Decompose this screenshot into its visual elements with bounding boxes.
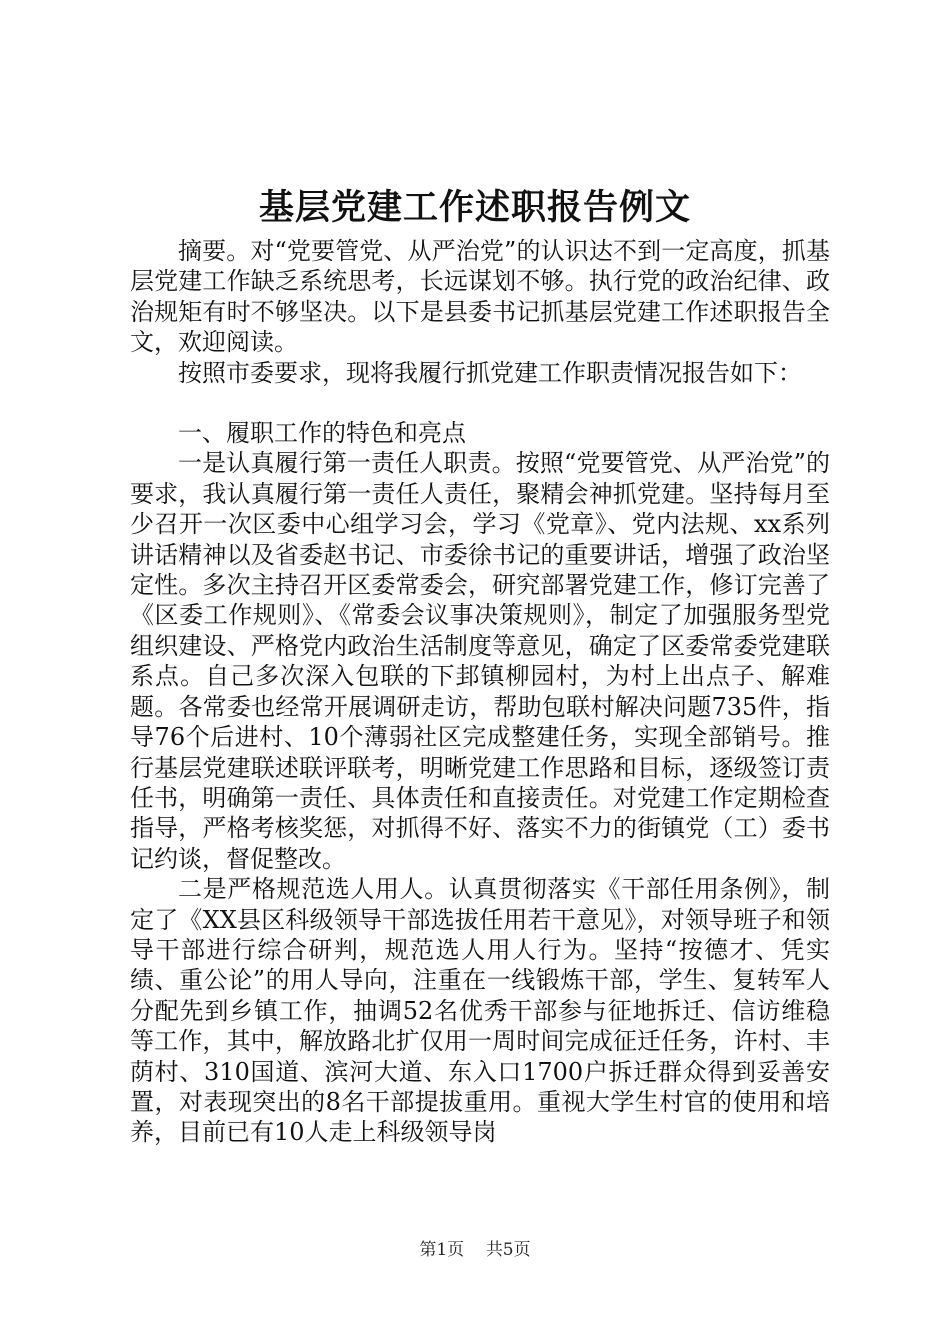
section-heading: 一、履职工作的特色和亮点 xyxy=(178,419,466,448)
document-body xyxy=(130,236,830,1148)
page-footer xyxy=(0,1238,950,1262)
section-paragraph-1: 一是认真履行第一责任人职责。按照“党要管党、从严治党”的要求，我认真履行第一责任人责任，聚精会神抓党建。坚持每月至少召开一次区委中心组学习会，学习《党章》、党内法规、xx系列讲话精神以及省委赵书记、市委徐书记的重要讲话，增强了政治坚定性。多次主持召开区委常委会，研究部署党建工作，修订完善了《区委工作规则》、《常委会议事决策规则》，制定了加强服务型党组织建设、严格党内政治生活制度等意见，确定了区委常委党建联系点。自己多次深入包联的下邽镇柳园村，为村上出点子、解难题。各常委也经常开展调研走访，帮助包联村解决问题735件，指导76个后进村、10个薄弱社区完成整建任务，实现全部销号。推行基层党建联述联评联考，明晰党建工作思路和目标，逐级签订责任书，明确第一责任、具体责任和直接责任。对党建工作定期检查指导，严格考核奖惩，对抓得不好、落实不力的街镇党（工）委书记约谈，督促整改。 xyxy=(130,449,830,873)
page-number-current: 第1页 xyxy=(419,1240,465,1260)
section-paragraph-2: 二是严格规范选人用人。认真贯彻落实《干部任用条例》，制定了《XX县区科级领导干部选拔任用若干意见》，对领导班子和领导干部进行综合研判，规范选人用人行为。坚持“按德才、凭实绩、重公论”的用人导向，注重在一线锻炼干部，学生、复转军人分配先到乡镇工作，抽调52名优秀干部参与征地拆迁、信访维稳等工作，其中，解放路北扩仅用一周时间完成征迁任务，许村、丰荫村、310国道、滨河大道、东入口1700户拆迁群众得到妥善安置，对表现突出的8名干部提拔重用。重视大学生村官的使用和培养，目前已有10人走上科级领导岗 xyxy=(130,875,830,1147)
page-number-total: 共5页 xyxy=(485,1240,531,1260)
page-number-separator xyxy=(470,1240,481,1260)
abstract-paragraph: 摘要。对“党要管党、从严治党”的认识达不到一定高度，抓基层党建工作缺乏系统思考，长远谋划不够。执行党的政治纪律、政治规矩有时不够坚决。以下是县委书记抓基层党建工作述职报告全文，欢迎阅读。 xyxy=(130,237,830,357)
intro-paragraph: 按照市委要求，现将我履行抓党建工作职责情况报告如下： xyxy=(178,358,802,387)
document-title: 基层党建工作述职报告例文 xyxy=(258,187,691,228)
